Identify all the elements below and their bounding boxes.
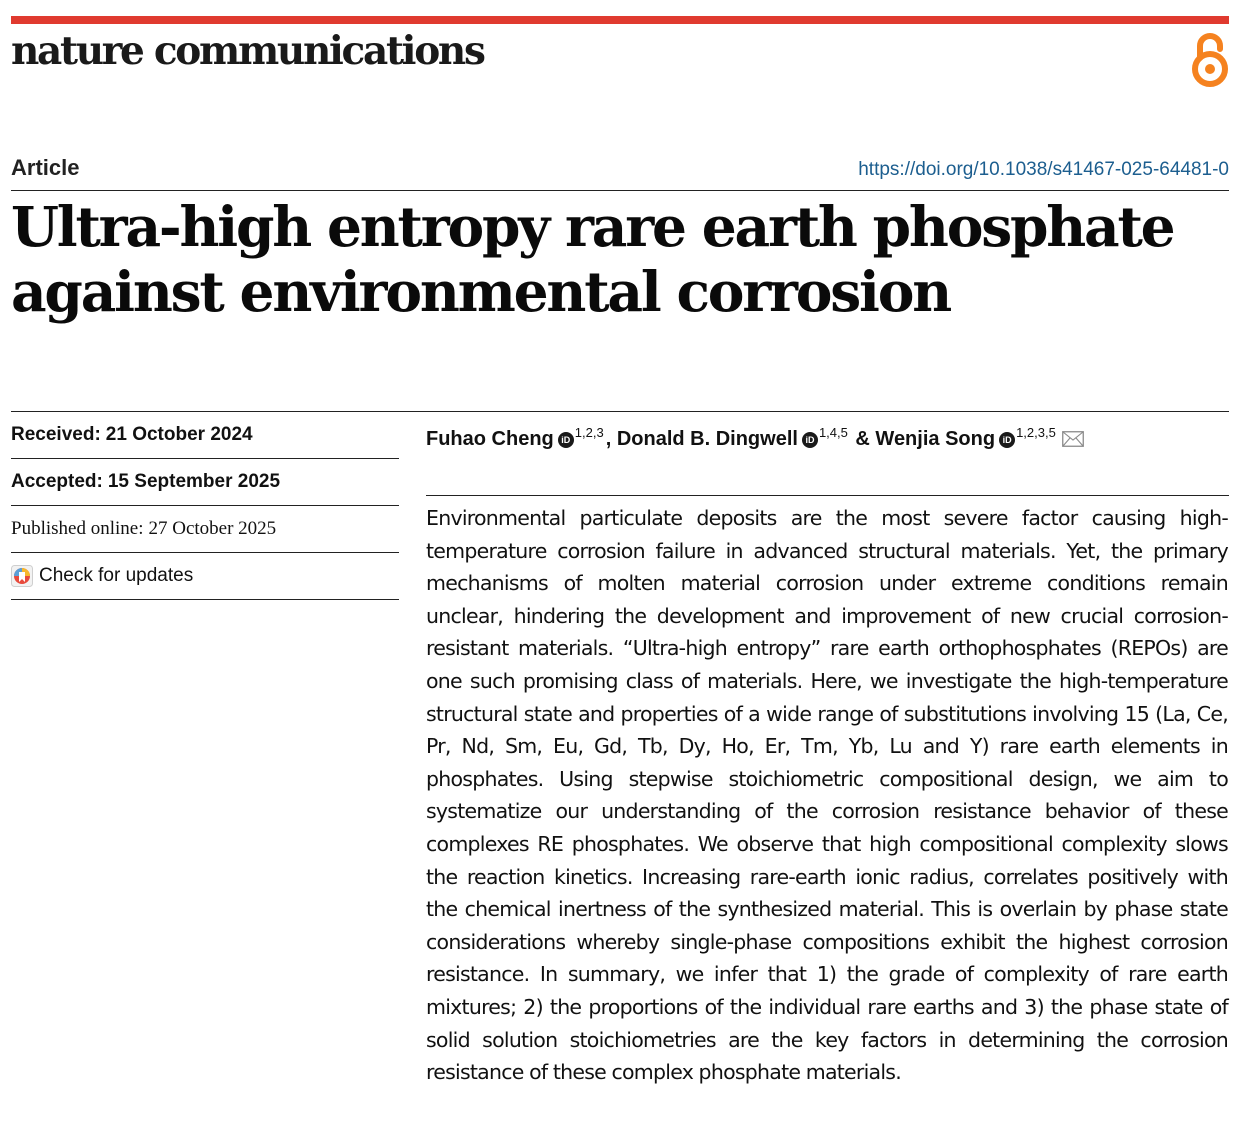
article-type-label: Article: [11, 155, 80, 180]
author-name[interactable]: Donald B. Dingwell: [616, 428, 798, 450]
author-name[interactable]: Wenjia Song: [875, 428, 996, 450]
check-for-updates-icon: [11, 565, 33, 587]
dates-panel: [11, 412, 399, 600]
author-separator: &: [849, 428, 876, 450]
open-access-lock-icon: [1190, 30, 1230, 88]
accepted-label: Accepted:: [11, 471, 103, 492]
accepted-date: [11, 459, 399, 506]
author-name[interactable]: Fuhao Cheng: [426, 428, 554, 450]
received-value: 21 October 2024: [105, 424, 253, 445]
abstract: Environmental particulate deposits are the most severe factor causing high-temperature corrosion failure in advanced structural materials. Yet, the primary mechanisms of molten material corrosion under extreme conditions remain unclear, hindering the development and improvement of new crucial corrosion-resistant materials. “Ultra-high entropy” rare earth orthophosphates (REPOs) are one such promising class of materials. Here, we investigate the high-temperature structural state and properties of a wide range of substitutions involving 15 (La, Ce, Pr, Nd, Sm, Eu, Gd, Tb, Dy, Ho, Er, Tm, Yb, Lu and Y) rare earth elements in phosphates. Using stepwise stoichiometric compositional design, we aim to systematize our understanding of the corrosion resistance behavior of these complexes RE phosphates. We observe that high compositional complexity slows the reaction kinetics. Increasing rare-earth ionic radius, correlates positively with the chemical inertness of the synthesized material. This is overlain by phase state considerations whereby single-phase compositions exhibit the highest corrosion resistance. In summary, we infer that 1) the grade of complexity of rare earth mixtures; 2) the proportions of the individual rare earths and 3) the phase state of solid solution stoichiometries are the key factors in determining the corrosion resistance of these complex phosphate materials.: [426, 506, 1228, 1085]
received-date: [11, 412, 399, 459]
received-label: Received:: [11, 424, 101, 445]
published-date: [11, 506, 399, 553]
divider: [426, 495, 1229, 496]
author-list: [426, 418, 1084, 454]
journal-name[interactable]: nature communications: [11, 28, 484, 74]
published-value: 27 October 2025: [148, 518, 277, 539]
article-title: Ultra-high entropy rare earth phosphate against environmental corrosion: [11, 194, 1174, 324]
accepted-value: 15 September 2025: [107, 471, 281, 492]
author-affiliations: 1,2,3,5: [1016, 425, 1056, 440]
orcid-icon[interactable]: iD: [802, 432, 818, 448]
published-label: Published online:: [11, 518, 144, 539]
divider: [11, 190, 1229, 191]
doi-link[interactable]: https://doi.org/10.1038/s41467-025-64481-0: [858, 159, 1229, 180]
check-for-updates-button[interactable]: [11, 553, 399, 600]
journal-accent-bar: [11, 16, 1229, 24]
author-affiliations: 1,4,5: [818, 425, 848, 440]
author-separator: ,: [605, 428, 617, 450]
email-icon[interactable]: [1062, 431, 1084, 447]
check-for-updates-label: Check for updates: [39, 565, 194, 586]
orcid-icon[interactable]: iD: [558, 432, 574, 448]
author-affiliations: 1,2,3: [574, 425, 604, 440]
orcid-icon[interactable]: iD: [999, 432, 1015, 448]
